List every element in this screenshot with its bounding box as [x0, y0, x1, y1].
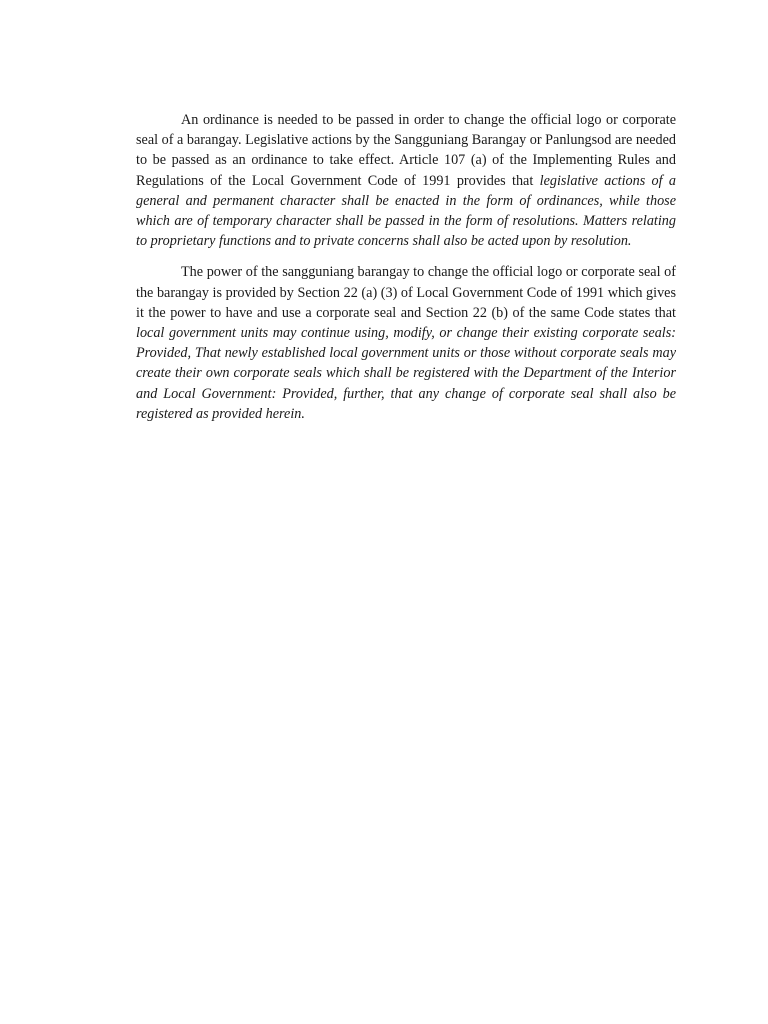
paragraph-2-quote: local government units may continue using, modify, or change their existing corporate seals: Provided, That newly established local government units or those without corporate seals may create their own corporate seals which shall be registered with the Department of the Interior and Local Government: Provided, further, that any change of corporate seal shall also be registered as provided herein.: [136, 325, 676, 422]
paragraph-1-text: An ordinance is needed to be passed in order to change the official logo or corporate seal of a barangay. Legislative actions by the Sangguniang Barangay or Panlungsod are needed to be passed as an ordinance to take effect. Article 107 (a) of the Implementing Rules and Regulations of the Local Government Code of 1991 provides that: [136, 112, 676, 189]
paragraph-1-quote: legislative actions of a general and permanent character shall be enacted in the form of ordinances, while those which are of temporary character shall be passed in the form of resolutions. Matters relating to proprietary functions and to private concerns shall also be acted upon by resolution.: [136, 172, 677, 250]
paragraph-ordinance-requirement: [136, 110, 676, 251]
document-body: [136, 110, 676, 435]
paragraph-sanggunian-power: [136, 262, 676, 424]
paragraph-2-text: The power of the sangguniang barangay to change the official logo or corporate seal of the barangay is provided by Section 22 (a) (3) of Local Government Code of 1991 which gives it the power to have and use a corporate seal and Section 22 (b) of the same Code states that: [136, 264, 676, 321]
